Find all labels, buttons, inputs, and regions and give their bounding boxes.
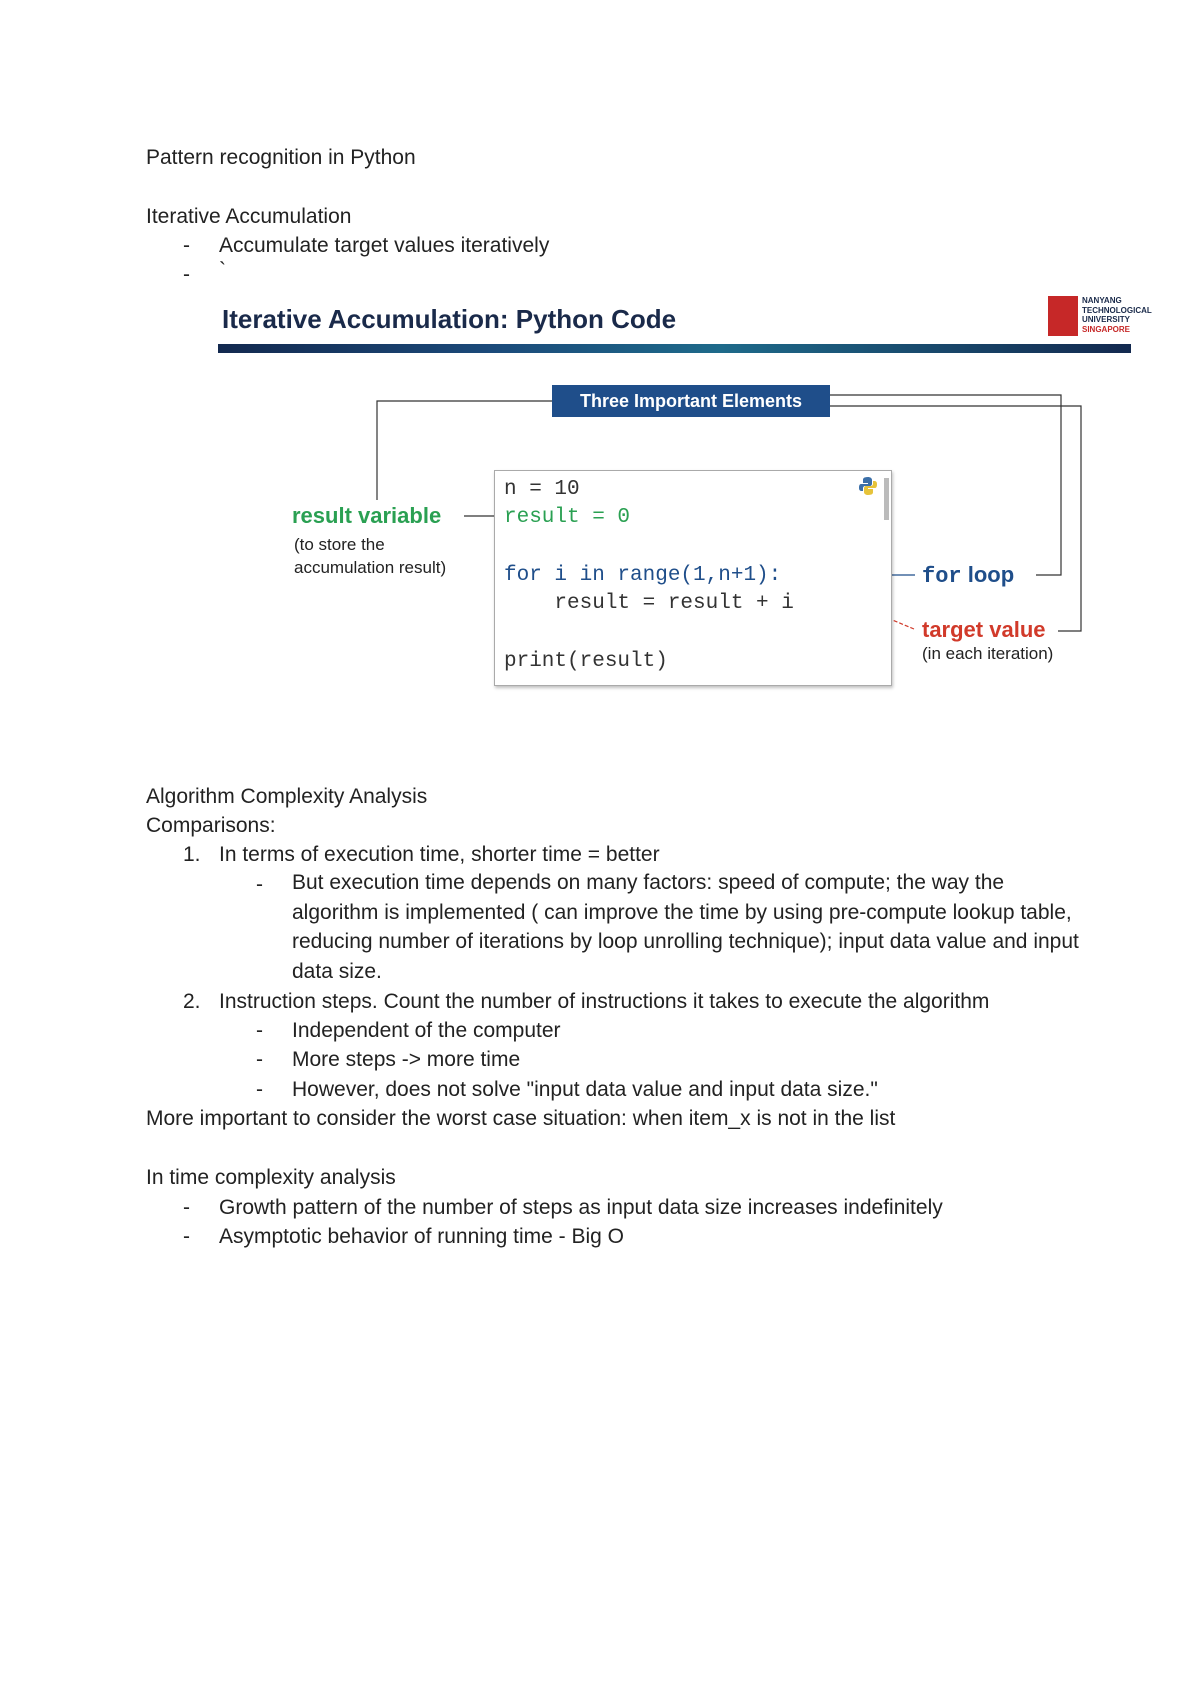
bullet-dash: - (183, 234, 190, 257)
bullet-text: Accumulate target values iteratively (219, 234, 550, 257)
result-note: (to store the (294, 535, 385, 554)
section-heading-complexity: Algorithm Complexity Analysis (146, 785, 428, 808)
bullet-dash: - (256, 873, 263, 896)
slide-image (218, 292, 1152, 722)
bullet-dash: - (256, 1019, 263, 1042)
list-item-text: In terms of execution time, shorter time = better (219, 843, 660, 866)
section-heading-time-complexity: In time complexity analysis (146, 1166, 396, 1189)
bullet-text: Asymptotic behavior of running time - Big O (219, 1225, 625, 1248)
code-scrollbar (884, 478, 889, 520)
sub-bullet-text: Independent of the computer (292, 1019, 561, 1042)
bullet-dash: - (183, 263, 190, 286)
worst-case-note: More important to consider the worst case situation: when item_x is not in the list (146, 1107, 896, 1130)
target-value-label: target value (922, 617, 1046, 642)
for-loop-label: for loop (922, 562, 1015, 589)
sub-bullet-text: But execution time depends on many factors: speed of compute; the way the algorithm is implemented ( can improve the time by using pre-compute lookup table, reducing number of iterations by loop unrolling technique); input data value and input data size. (292, 871, 1079, 983)
sub-bullet-text: More steps -> more time (292, 1048, 521, 1071)
three-elements-label: Three Important Elements (552, 385, 830, 417)
code-line: print(result) (504, 650, 668, 673)
bullet-text: Growth pattern of the number of steps as input data size increases indefinitely (219, 1196, 943, 1219)
bullet-text: ` (219, 259, 226, 282)
bullet-dash: - (256, 1048, 263, 1071)
bullet-dash: - (256, 1078, 263, 1101)
slide-title: Iterative Accumulation: Python Code (222, 304, 677, 334)
list-number: 1. (183, 843, 201, 866)
python-icon (858, 476, 878, 496)
result-variable-label: result variable (292, 503, 442, 528)
university-logo-text: NANYANG TECHNOLOGICAL UNIVERSITY SINGAPORE (1082, 296, 1152, 334)
target-note: (in each iteration) (922, 644, 1054, 663)
result-note: accumulation result) (294, 558, 447, 577)
bullet-dash: - (183, 1225, 190, 1248)
comparisons-label: Comparisons: (146, 814, 276, 837)
document-title: Pattern recognition in Python (146, 146, 416, 169)
code-line: result = 0 (504, 506, 631, 529)
bullet-dash: - (183, 1196, 190, 1219)
code-line: n = 10 (504, 478, 580, 501)
sub-bullet-text: However, does not solve "input data value and input data size." (292, 1078, 878, 1101)
list-item-text: Instruction steps. Count the number of instructions it takes to execute the algorithm (219, 990, 990, 1013)
list-number: 2. (183, 990, 201, 1013)
code-line: for i in range(1,n+1): (504, 564, 782, 587)
code-line: result = result + i (504, 592, 794, 615)
section-heading-iterative-accumulation: Iterative Accumulation (146, 205, 352, 228)
